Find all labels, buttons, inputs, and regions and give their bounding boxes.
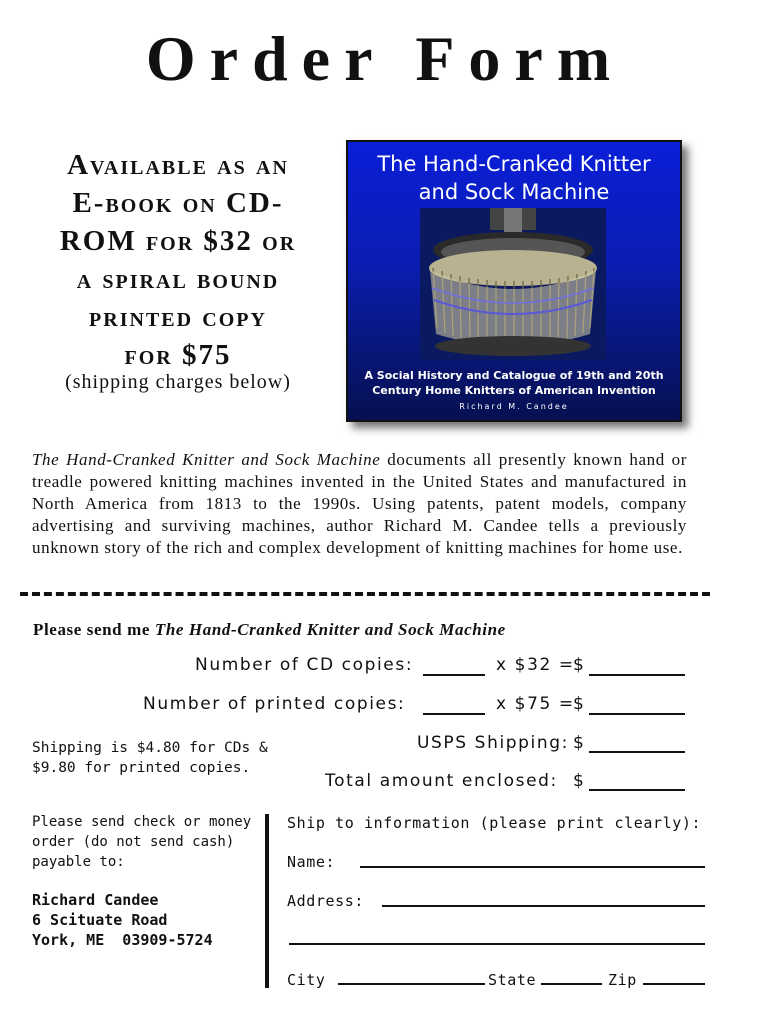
payee-city: York, ME 03909-5724	[32, 931, 213, 949]
knitting-machine-photo	[420, 208, 606, 360]
cd-price: x $32 =	[496, 655, 575, 675]
payment-instructions-line: order (do not send cash)	[32, 834, 235, 850]
payee-address	[32, 890, 213, 950]
promo-line: ROM for $32 or	[59, 225, 297, 257]
order-intro-text: Please send me	[33, 620, 150, 639]
cut-line-divider	[20, 592, 710, 596]
cover-subtitle-line: Century Home Knitters of American Invention	[372, 384, 656, 397]
total-field[interactable]	[589, 789, 685, 791]
cd-subtotal-field[interactable]	[589, 674, 685, 676]
usps-shipping-field[interactable]	[589, 751, 685, 753]
cover-subtitle-line: A Social History and Catalogue of 19th and 20th	[364, 369, 664, 382]
payment-instructions-line: Please send check or money	[32, 814, 252, 830]
promo-line: a spiral bound	[76, 263, 280, 295]
book-cover-image	[346, 140, 682, 422]
shipping-rates	[32, 738, 268, 778]
shipping-rates-line: Shipping is $4.80 for CDs &	[32, 740, 268, 756]
shipping-rates-line: $9.80 for printed copies.	[32, 760, 251, 776]
printed-copies-field[interactable]	[423, 713, 485, 715]
payee-street: 6 Scituate Road	[32, 911, 168, 929]
total-dollar-sign: $	[573, 771, 586, 791]
printed-subtotal-field[interactable]	[589, 713, 685, 715]
state-label: State	[488, 971, 537, 989]
cover-title-line: The Hand-Cranked Knitter	[377, 152, 651, 176]
city-field[interactable]	[338, 983, 485, 985]
name-label: Name:	[287, 853, 336, 871]
payee-name: Richard Candee	[32, 891, 159, 909]
zip-field[interactable]	[643, 983, 705, 985]
promo-line: Available as an	[67, 149, 289, 181]
cover-subtitle	[348, 368, 680, 398]
printed-price: x $75 =	[496, 694, 575, 714]
address-field[interactable]	[382, 905, 705, 907]
address-label: Address:	[287, 892, 365, 910]
city-label: City	[287, 971, 326, 989]
promo-line: for $75	[124, 339, 232, 371]
description-book-title: The Hand-Cranked Knitter and Sock Machine	[32, 450, 381, 469]
usps-dollar-sign: $	[573, 733, 586, 753]
printed-dollar-sign: $	[573, 694, 586, 714]
promo-line: printed copy	[89, 301, 267, 333]
ship-to-heading: Ship to information (please print clearly):	[287, 814, 702, 832]
cover-title	[348, 150, 680, 206]
total-label: Total amount enclosed:	[325, 771, 558, 791]
payment-instructions-line: payable to:	[32, 854, 125, 870]
payment-instructions	[32, 812, 267, 872]
book-description	[32, 449, 687, 559]
cd-copies-label: Number of CD copies:	[195, 655, 414, 675]
address-field-line2[interactable]	[289, 943, 705, 945]
cover-title-line: and Sock Machine	[418, 180, 610, 204]
order-intro	[33, 620, 506, 640]
page-title: Order Form	[145, 23, 625, 94]
vertical-divider	[265, 814, 269, 988]
printed-copies-label: Number of printed copies:	[143, 694, 406, 714]
shipping-note: (shipping charges below)	[65, 371, 291, 393]
cover-author: Richard M. Candee	[459, 402, 569, 411]
promo-line: E-book on CD-	[72, 187, 284, 219]
state-field[interactable]	[541, 983, 602, 985]
order-book-title: The Hand-Cranked Knitter and Sock Machine	[154, 620, 506, 639]
availability-promo	[28, 146, 328, 374]
usps-shipping-label: USPS Shipping:	[417, 733, 569, 753]
zip-label: Zip	[608, 971, 637, 989]
cd-dollar-sign: $	[573, 655, 586, 675]
cd-copies-field[interactable]	[423, 674, 485, 676]
description-text: documents all presently known hand or treadle powered knitting machines invented in the United States and manufactured in North America from 1813 to the 1990s. Using patents, patent models, company advertising and surviving machines, author Richard M. Candee tells a previously unknown story of the rich and complex development of knitting machines for home use.	[32, 450, 687, 557]
name-field[interactable]	[360, 866, 705, 868]
